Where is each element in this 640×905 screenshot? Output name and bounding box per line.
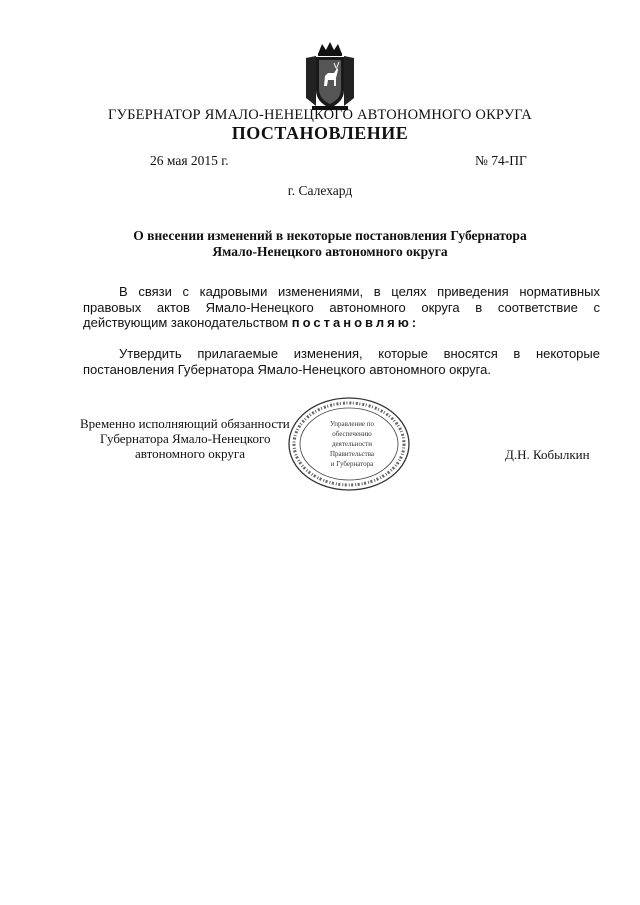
stamp-line-2: обеспечению (332, 430, 372, 438)
signatory-title-line-2: Губернатора Ямало-Ненецкого (100, 431, 271, 446)
stamp-line-3: деятельности (331, 440, 373, 448)
stamp-line-5: и Губернатора (330, 460, 374, 468)
resolution-word: постановляю: (291, 315, 420, 330)
signatory-title-line-3: автономного округа (135, 446, 245, 461)
stamp-line-4: Правительства (329, 450, 375, 458)
document-subject (90, 228, 570, 260)
subject-line-1: О внесении изменений в некоторые постановления Губернатора (133, 228, 527, 243)
signer-name: Д.Н. Кобылкин (505, 447, 590, 462)
paragraph-1-text: В связи с кадровыми изменениями, в целях приведения нормативных правовых актов Ямало-Ненецкого автономного округа в соответствие с действующим законодательством (83, 284, 600, 330)
signatory-title-line-1: Временно исполняющий обязанности (80, 416, 290, 431)
official-stamp-icon (286, 395, 412, 493)
organization-title: ГУБЕРНАТОР ЯМАЛО-НЕНЕЦКОГО АВТОНОМНОГО ОКРУГА (108, 107, 532, 123)
document-date: 26 мая 2015 г. (150, 153, 229, 168)
stamp-line-1: Управление по (329, 420, 375, 428)
body-paragraph-2: Утвердить прилагаемые изменения, которые вносятся в некоторые постановления Губернатора Ямало-Ненецкого автономного округа. (83, 346, 600, 377)
document-number: № 74-ПГ (475, 153, 527, 168)
document-city: г. Салехард (287, 183, 353, 198)
body-paragraph-1 (83, 284, 600, 331)
subject-line-2: Ямало-Ненецкого автономного округа (212, 244, 448, 259)
document-type: ПОСТАНОВЛЕНИЕ (231, 123, 409, 143)
coat-of-arms-icon (300, 40, 360, 112)
